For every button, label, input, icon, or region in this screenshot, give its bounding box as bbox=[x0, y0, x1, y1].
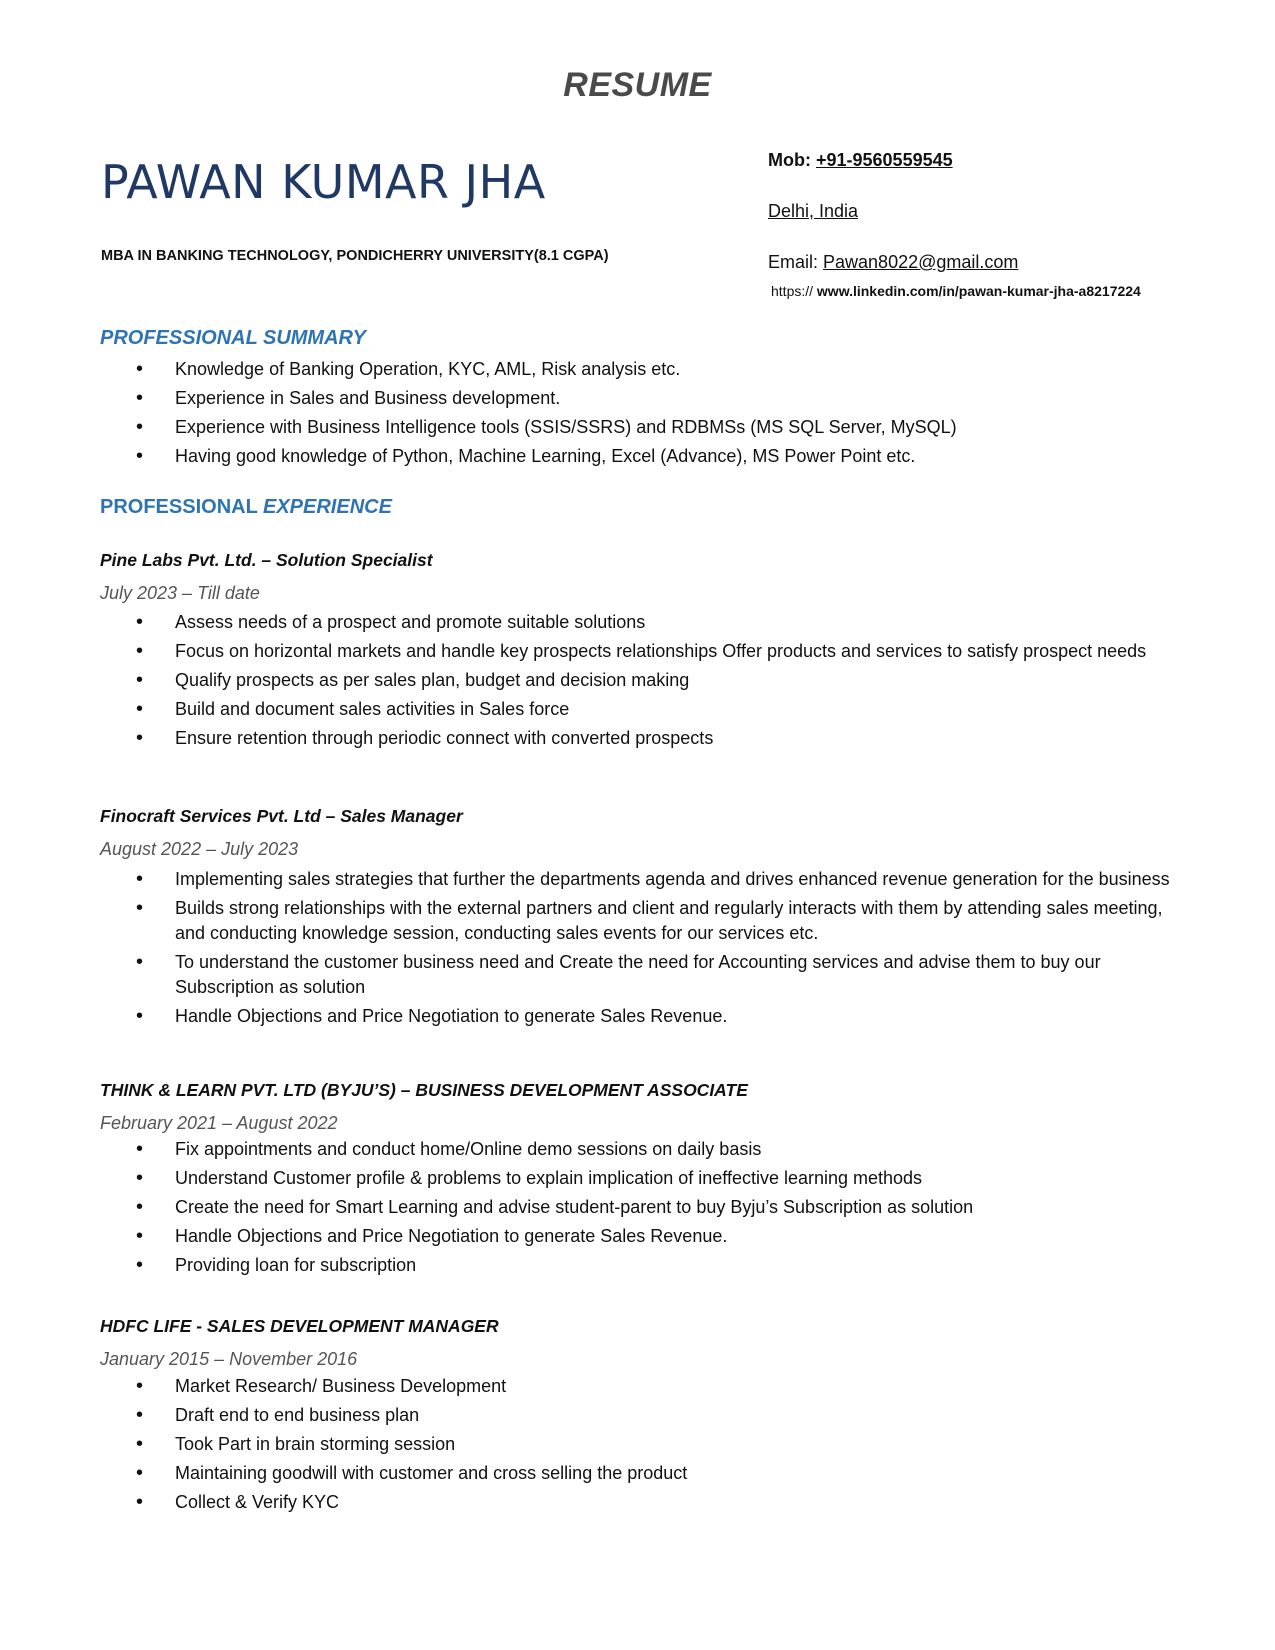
job-title: Finocraft Services Pvt. Ltd – Sales Manager bbox=[100, 806, 463, 826]
summary-heading-text: PROFESSIONAL SUMMARY bbox=[100, 327, 366, 349]
email-label: Email: bbox=[768, 252, 824, 272]
experience-heading-part1: PROFESSIONAL bbox=[100, 496, 263, 518]
list-item: • Handle Objections and Price Negotiation to generate Sales Revenue. bbox=[100, 1224, 1180, 1249]
job-duties-list bbox=[100, 1374, 1180, 1515]
list-item: • Maintaining goodwill with customer and cross selling the product bbox=[100, 1461, 1180, 1486]
job-dates: February 2021 – August 2022 bbox=[100, 1113, 338, 1133]
list-item: • Collect & Verify KYC bbox=[100, 1490, 1180, 1515]
contact-location bbox=[768, 201, 858, 222]
list-item: • Experience in Sales and Business development. bbox=[100, 386, 1180, 411]
mobile-label: Mob: bbox=[768, 150, 816, 170]
job-title: Pine Labs Pvt. Ltd. – Solution Specialist bbox=[100, 550, 433, 570]
list-item: • Having good knowledge of Python, Machine Learning, Excel (Advance), MS Power Point etc. bbox=[100, 444, 1180, 469]
experience-heading-part2: EXPERIENCE bbox=[263, 496, 392, 518]
linkedin-link[interactable]: www.linkedin.com/in/pawan-kumar-jha-a8217224 bbox=[816, 283, 1141, 299]
list-item: • Create the need for Smart Learning and advise student-parent to buy Byju’s Subscription as solution bbox=[100, 1195, 1180, 1220]
list-item: • Assess needs of a prospect and promote suitable solutions bbox=[100, 610, 1180, 635]
list-item: • Implementing sales strategies that further the departments agenda and drives enhanced revenue generation for the business bbox=[100, 867, 1180, 892]
linkedin-prefix: https:// bbox=[771, 283, 817, 299]
list-item: • Knowledge of Banking Operation, KYC, AML, Risk analysis etc. bbox=[100, 357, 1180, 382]
job-dates: August 2022 – July 2023 bbox=[100, 839, 299, 859]
list-item: • Qualify prospects as per sales plan, budget and decision making bbox=[100, 668, 1180, 693]
list-item: • Fix appointments and conduct home/Online demo sessions on daily basis bbox=[100, 1137, 1180, 1162]
job-dates: July 2023 – Till date bbox=[100, 583, 260, 603]
list-item: • Build and document sales activities in Sales force bbox=[100, 697, 1180, 722]
contact-linkedin bbox=[771, 283, 1141, 299]
list-item: • Providing loan for subscription bbox=[100, 1253, 1180, 1278]
list-item: • Builds strong relationships with the external partners and client and regularly interacts with them by attending sales meeting, and conducting knowledge session, conducting sales events for our services etc. bbox=[100, 896, 1180, 946]
list-item: • Experience with Business Intelligence tools (SSIS/SSRS) and RDBMSs (MS SQL Server, MySQL) bbox=[100, 415, 1180, 440]
list-item: • Handle Objections and Price Negotiation to generate Sales Revenue. bbox=[100, 1004, 1180, 1029]
document-title: RESUME bbox=[563, 66, 712, 104]
list-item: • Understand Customer profile & problems to explain implication of ineffective learning methods bbox=[100, 1166, 1180, 1191]
job-duties-list bbox=[100, 867, 1180, 1029]
job-duties-list bbox=[100, 1137, 1180, 1278]
job-title: THINK & LEARN PVT. LTD (BYJU’S) – BUSINESS DEVELOPMENT ASSOCIATE bbox=[100, 1080, 748, 1100]
list-item: • Market Research/ Business Development bbox=[100, 1374, 1180, 1399]
list-item: • To understand the customer business need and Create the need for Accounting services and advise them to buy our Subscription as solution bbox=[100, 950, 1180, 1000]
degree-line: MBA IN BANKING TECHNOLOGY, PONDICHERRY UNIVERSITY(8.1 CGPA) bbox=[101, 248, 609, 264]
mobile-number-link[interactable]: +91-9560559545 bbox=[815, 150, 953, 170]
contact-email bbox=[768, 252, 1018, 273]
list-item: • Focus on horizontal markets and handle key prospects relationships Offer products and services to satisfy prospect needs bbox=[100, 639, 1180, 664]
location-link[interactable]: Delhi, India bbox=[768, 201, 859, 221]
job-title: HDFC LIFE - SALES DEVELOPMENT MANAGER bbox=[100, 1316, 499, 1336]
list-item: • Took Part in brain storming session bbox=[100, 1432, 1180, 1457]
candidate-name: PAWAN KUMAR JHA bbox=[101, 155, 546, 209]
job-dates: January 2015 – November 2016 bbox=[100, 1349, 358, 1369]
email-link[interactable]: Pawan8022@gmail.com bbox=[823, 252, 1019, 272]
summary-heading bbox=[100, 327, 366, 350]
summary-list bbox=[100, 357, 1180, 469]
experience-heading bbox=[100, 496, 392, 519]
list-item: • Ensure retention through periodic connect with converted prospects bbox=[100, 726, 1180, 751]
job-duties-list bbox=[100, 610, 1180, 751]
list-item: • Draft end to end business plan bbox=[100, 1403, 1180, 1428]
contact-mobile bbox=[768, 150, 953, 171]
